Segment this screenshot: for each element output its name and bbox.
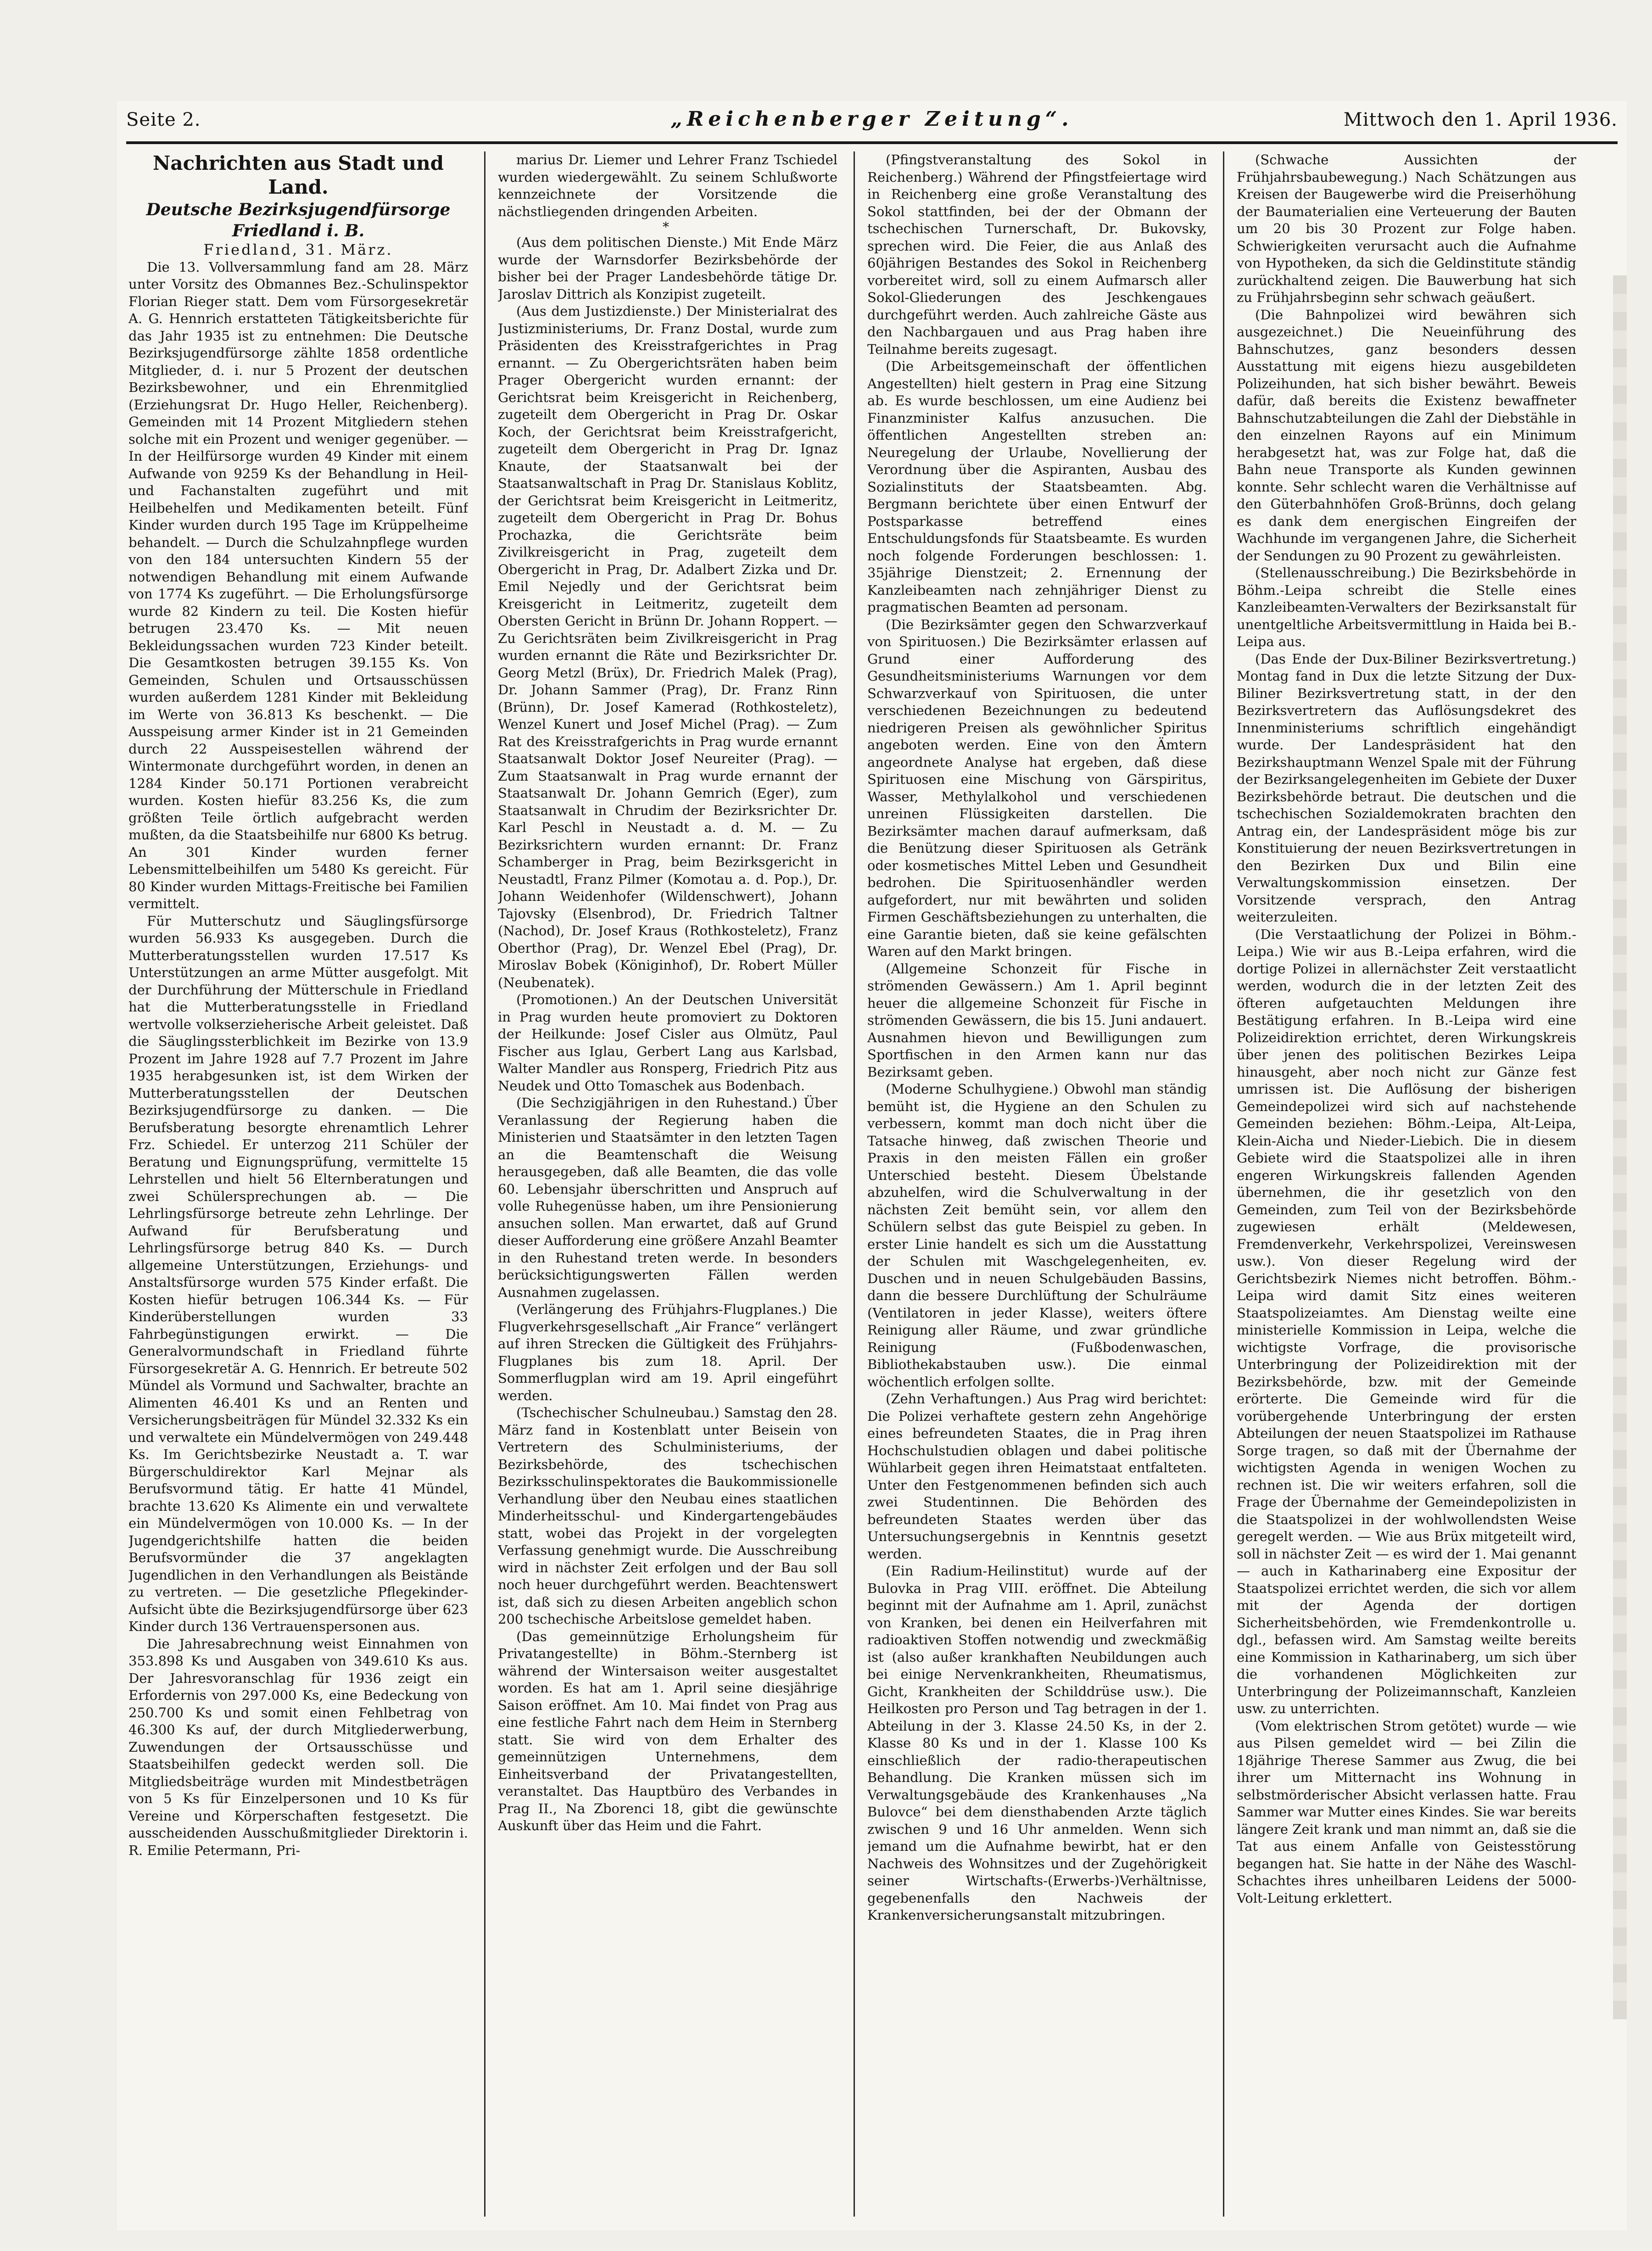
newspaper-title: „Reichenberger Zeitung“. xyxy=(670,107,1073,131)
column-1 xyxy=(128,151,468,2217)
article-paragraph: Die Jahresabrechnung weist Einnahmen von 353.898 Ks und Ausgaben von 349.610 Ks aus. Der Jahresvoranschlag für 1936 zeigt ein Erfordernis von 297.000 Ks, eine Bedeckung von 250.700 Ks und somit einen Fehlbetrag von 46.300 Ks auf, der durch Mitgliederwerbung, Zuwendungen der Ortsausschüsse und Staatsbeihilfen gedeckt werden soll. Die Mitgliedsbeiträge wurden mit Mindestbeträgen von 5 Ks für Einzelpersonen und 10 Ks für Vereine und Körperschaften festgesetzt. Die ausscheidenden Ausschußmitglieder Direktorin i. R. Emilie Petermann, Pri- xyxy=(128,1636,468,1858)
separator: * xyxy=(663,219,673,235)
column-2 xyxy=(498,151,837,2217)
news-item: (Pfingstveranstaltung des Sokol in Reichenberg.) Während der Pfingstfeiertage wird in Reichenberg eine große Veranstaltung des Sokol stattfinden, bei der der Obmann der tschechischen Turnerschaft, Dr. Bukovsky, sprechen wird. Die Feier, die aus Anlaß des 60jährigen Bestandes des Sokol in Reichenberg vorbereitet wird, soll zu einem Aufmarsch aller Sokol-Gliederungen des Jeschkengaues durchgeführt werden. Auch zahlreiche Gäste aus den Nachbargauen und aus Prag haben ihre Teilnahme bereits zugesagt. xyxy=(867,152,1207,357)
news-item: (Allgemeine Schonzeit für Fische in strömenden Gewässern.) Am 1. April beginnt heuer die allgemeine Schonzeit für Fische in strömenden Gewässern, die bis 15. Juni andauert. Ausnahmen hievon und Bewilligungen zum Sportfischen in den Armen kann nur das Bezirksamt geben. xyxy=(867,961,1207,1080)
news-item: (Aus dem Justizdienste.) Der Ministerialrat des Justizministeriums, Dr. Franz Dostal, wurde zum Präsidenten des Kreisstrafgerichtes in Prag ernannt. — Zu Obergerichtsräten haben beim Prager Obergericht wurden ernannt: der Gerichtsrat beim Kreisgericht in Reichenberg, zugeteilt dem Obergericht in Prag Dr. Oskar Koch, der Gerichtsrat beim Kreisstrafgericht, zugeteilt dem Obergericht in Prag Dr. Ignaz Knaute, der Staatsanwalt bei der Staatsanwaltschaft in Prag Dr. Stanislaus Koblitz, der Gerichtsrat beim Kreisgericht in Leitmeritz, zugeteilt dem Obergericht in Prag Dr. Bohus Prochazka, die Gerichtsräte beim Zivilkreisgericht in Prag, zugeteilt dem Obergericht in Prag, Dr. Adalbert Zizka und Dr. Emil Nejedly und der Gerichtsrat beim Kreisgericht in Leitmeritz, zugeteilt dem Obersten Gericht in Brünn Dr. Johann Roppert. — Zu Gerichtsräten beim Zivilkreisgericht in Prag wurden ernannt die Räte und Bezirksrichter Dr. Georg Metzl (Brüx), Dr. Friedrich Malek (Prag), Dr. Johann Sammer (Prag), Dr. Franz Rinn (Brünn), Dr. Josef Kamerad (Rothkosteletz), Wenzel Kunert und Josef Michel (Prag). — Zum Rat des Kreisstrafgerichts in Prag wurde ernannt Staatsanwalt Doktor Josef Neureiter (Prag). — Zum Staatsanwalt in Prag wurde ernannt der Staatsanwalt Dr. Johann Gemrich (Eger), zum Staatsanwalt in Chrudim der Bezirksrichter Dr. Karl Peschl in Neustadt a. d. M. — Zu Bezirksrichtern wurden ernannt: Dr. Franz Schamberger in Prag, beim Bezirksgericht in Neustadtl, Franz Pilmer (Komotau a. d. Pop.), Dr. Johann Weidenhofer (Wildenschwert), Johann Tajovsky (Elsenbrod), Dr. Friedrich Taltner (Nachod), Dr. Josef Kraus (Rothkosteletz), Franz Oberthor (Prag), Dr. Wenzel Ebel (Prag), Dr. Miroslav Bobek (Königinhof), Dr. Robert Müller (Neubenatek). xyxy=(498,303,837,990)
news-item: (Die Bezirksämter gegen den Schwarzverkauf von Spirituosen.) Die Bezirksämter erlassen auf Grund einer Aufforderung des Gesundheitsministeriums Warnungen vor dem Schwarzverkauf von Spirituosen, die unter verschiedenen Bezeichnungen zu bedeutend niedrigeren Preisen als gewöhnlicher Spiritus angeboten werden. Eine von den Ämtern angeordnete Analyse hat ergeben, daß diese Spirituosen eine Mischung von Gärspiritus, Wasser, Methylalkohol und verschiedenen unreinen Flüssigkeiten darstellen. Die Bezirksämter machen darauf aufmerksam, daß die Benützung dieser Spirituosen als Getränk oder kosmetisches Mittel Leben und Gesundheit bedrohen. Die Spirituosenhändler werden aufgefordert, nur mit bewährten und soliden Firmen Geschäftsbeziehungen zu unterhalten, die eine Garantie bieten, daß sie keine gefälschten Waren auf den Markt bringen. xyxy=(867,616,1207,959)
dateline: Friedland, 31. März. xyxy=(203,241,393,258)
news-item: (Schwache Aussichten der Frühjahrsbaubewegung.) Nach Schätzungen aus Kreisen der Baugewerbe wird die Preiserhöhung der Baumaterialien eine Verteuerung der Bauten um 20 bis 30 Prozent zur Folge haben. Schwierigkeiten verursacht auch die Aufnahme von Hypotheken, da sich die Geldinstitute ständig zurückhaltend zeigen. Die Bauwerbung hat sich zu Frühjahrsbeginn sehr schwach geäußert. xyxy=(1237,152,1576,305)
column-divider xyxy=(484,151,486,2217)
page-number: Seite 2. xyxy=(126,109,201,130)
news-item: (Tschechischer Schulneubau.) Samstag den 28. März fand in Kostenblatt unter Beisein von Vertretern des Schulministeriums, der Bezirksbehörde, des tschechischen Bezirksschulinspektorates die Baukommissionelle Verhandlung über den Neubau eines staatlichen Minderheitsschul- und Kindergartengebäudes statt, wobei das Projekt in der vorgelegten Verfassung genehmigt wurde. Die Ausschreibung wird in nächster Zeit erfolgen und der Bau soll noch heuer durchgeführt werden. Beachtenswert ist, daß sich zu diesen Arbeiten angeblich schon 200 tschechische Arbeitslose gemeldet haben. xyxy=(498,1405,837,1627)
masthead xyxy=(117,101,1627,138)
column-divider xyxy=(1223,151,1224,2217)
news-item: (Das gemeinnützige Erholungsheim für Privatangestellte) in Böhm.-Sternberg ist während der Wintersaison weiter ausgestaltet worden. Es hat am 1. April seine diesjährige Saison eröffnet. Am 10. Mai findet von Prag aus eine festliche Fahrt nach dem Heim in Sternberg statt. Sie wird von dem Erhalter des gemeinnützigen Unternehmens, dem Einheitsverband der Privatangestellten, veranstaltet. Das Hauptbüro des Verbandes in Prag II., Na Zborenci 18, gibt die gewünschte Auskunft über das Heim und die Fahrt. xyxy=(498,1628,837,1833)
news-item: (Moderne Schulhygiene.) Obwohl man ständig bemüht ist, die Hygiene an den Schulen zu verbessern, kommt man doch nicht über die Tatsache hinweg, daß zwischen Theorie und Praxis in den meisten Fällen ein großer Unterschied besteht. Diesem Übelstande abzuhelfen, wird die Schulverwaltung in der nächsten Zeit bemüht sein, vor allem den Schülern selbst das gute Beispiel zu geben. In erster Linie handelt es sich um die Ausstattung der Schulen mit Waschgelegenheiten, ev. Duschen und in neuen Schulgebäuden Bassins, dann die bessere Durchlüftung der Schulräume (Ventilatoren in jeder Klasse), weiters öftere Reinigung aller Räume, und zwar gründliche Reinigung (Fußbodenwaschen, Bibliothekabstauben usw.). Die einmal wöchentlich erfolgen sollte. xyxy=(867,1081,1207,1390)
news-item: (Verlängerung des Frühjahrs-Flugplanes.) Die Flugverkehrsgesellschaft „Air France“ verlängert auf ihren Strecken die Gültigkeit des Frühjahrs-Flugplanes bis zum 18. April. Der Sommerflugplan wird am 19. April eingeführt werden. xyxy=(498,1301,837,1403)
section-heading: Nachrichten aus Stadt und Land. xyxy=(153,152,444,198)
column-4 xyxy=(1237,151,1576,2217)
news-item: (Die Bahnpolizei wird bewähren sich ausgezeichnet.) Die Neueinführung des Bahnschutzes, ganz besonders dessen Ausstattung mit eigens hiezu ausgebildeten Polizeihunden, hat sich bisher bewährt. Beweis dafür, daß bereits die Existenz bewaffneter Bahnschutzabteilungen die Zahl der Diebstähle in den einzelnen Rayons auf ein Minimum herabgesetzt hat, was zur Folge hat, daß die Bahn neue Transporte als Kunden gewinnen konnte. Sehr schlecht waren die Verhältnisse auf den Güterbahnhöfen Groß-Brünns, doch gelang es dank dem energischen Eingreifen der Wachhunde im vergangenen Jahre, die Sicherheit der Sendungen zu 90 Prozent zu gewährleisten. xyxy=(1237,307,1576,564)
binding-edge xyxy=(1613,275,1627,2019)
column-3 xyxy=(867,151,1207,2217)
article-paragraph: Für Mutterschutz und Säuglingsfürsorge wurden 56.933 Ks ausgegeben. Durch die Mutterberatungsstellen wurden 17.517 Ks Unterstützungen an arme Mütter ausgefolgt. Mit der Durchführung der Mütterschule in Friedland hat die Mutterberatungsstelle in Friedland wertvolle volkserzieherische Arbeit geleistet. Daß die Säuglingssterblichkeit im Bezirke von 13.9 Prozent im Jahre 1928 auf 7.7 Prozent im Jahre 1935 herabgesunken ist, ist dem Wirken der Mutterberatungsstellen der Deutschen Bezirksjugendfürsorge zu danken. — Die Berufsberatung besorgte ehrenamtlich Lehrer Frz. Schiedel. Er unterzog 211 Schüler der Beratung und Eignungsprüfung, vermittelte 15 Lehrstellen und hielt 56 Elternberatungen und zwei Schülersprechungen ab. — Die Lehrlingsfürsorge betreute zehn Lehrlinge. Der Aufwand für Berufsberatung und Lehrlingsfürsorge betrug 840 Ks. — Durch allgemeine Unterstützungen, Erziehungs- und Anstaltsfürsorge wurden 575 Kinder erfaßt. Die Kosten hiefür betrugen 106.344 Ks. — Für Kinderüberstellungen wurden 33 Fahrbegünstigungen erwirkt. — Die Generalvormundschaft in Friedland führte Fürsorgesekretär A. G. Hennrich. Er betreute 502 Mündel als Vormund und Sachwalter, brachte an Alimenten 46.401 Ks und an Renten und Versicherungsbeiträgen für Mündel 32.332 Ks ein und verwaltete ein Mündelvermögen von 249.448 Ks. Im Gerichtsbezirke Neustadt a. T. war Bürgerschuldirektor Karl Mejnar als Berufsvormund tätig. Er hatte 41 Mündel, brachte 13.620 Ks Alimente ein und verwaltete ein Mündelvermögen von 10.000 Ks. — In der Jugendgerichtshilfe hatten die beiden Berufsvormünder die 37 angeklagten Jugendlichen in den Verhandlungen als Beistände zu vertreten. — Die gesetzliche Pflegekinder-Aufsicht übte die Bezirksjugendfürsorge über 623 Kinder durch 136 Vertrauenspersonen aus. xyxy=(128,913,468,1634)
news-item: (Promotionen.) An der Deutschen Universität in Prag wurden heute promoviert zu Doktoren der Heilkunde: Josef Cisler aus Olmütz, Paul Fischer aus Iglau, Gerbert Lang aus Karlsbad, Walter Mandler aus Ronsperg, Friedrich Pitz aus Neudek und Otto Tomaschek aus Bodenbach. xyxy=(498,992,837,1094)
news-item: (Ein Radium-Heilinstitut) wurde auf der Bulovka in Prag VIII. eröffnet. Die Abteilung beginnt mit der Aufnahme am 1. April, zunächst von Kranken, bei denen ein Heilverfahren mit radioaktiven Stoffen notwendig und zweckmäßig ist (also außer krankhaften Neubildungen auch bei einige Nervenkrankheiten, Rheumatismus, Gicht, Krankheiten der Schilddrüse usw.). Die Heilkosten pro Person und Tag betragen in der 1. Abteilung in der 3. Klasse 24.50 Ks, in der 2. Klasse 80 Ks und in der 1. Klasse 100 Ks einschließlich der radio-therapeutischen Behandlung. Die Kranken müssen sich im Verwaltungsgebäude des Krankenhauses „Na Bulovce“ bei dem diensthabenden Arzte täglich zwischen 9 und 16 Uhr anmelden. Wenn sich jemand um die Aufnahme bewirbt, hat er den Nachweis des Wohnsitzes und der Zugehörigkeit seiner Wirtschafts-(Erwerbs-)Verhältnisse, gegebenenfalls den Nachweis der Krankenversicherungsanstalt mitzubringen. xyxy=(867,1563,1207,1923)
article-paragraph: Die 13. Vollversammlung fand am 28. März unter Vorsitz des Obmannes Bez.-Schulinspektor Florian Rieger statt. Dem vom Fürsorgesekretär A. G. Hennrich erstatteten Tätigkeitsberichte für das Jahr 1935 ist zu entnehmen: Die Deutsche Bezirksjugendfürsorge zählte 1858 ordentliche Mitglieder, d. i. nur 5 Prozent der deutschen Bezirksbewohner, und ein Ehrenmitglied (Erziehungsrat Dr. Hugo Heller, Reichenberg). Gemeinden mit 14 Prozent Mitgliedern stehen solche mit ein Prozent und weniger gegenüber. — In der Heilfürsorge wurden 49 Kinder mit einem Aufwande von 9259 Ks der Behandlung in Heil- und Fachanstalten zugeführt und mit Heilbehelfen und Medikamenten beteilt. Fünf Kinder wurden durch 195 Tage im Krüppelheime behandelt. — Durch die Schulzahnpflege wurden von den 184 untersuchten Kindern 55 der notwendigen Behandlung mit einem Aufwande von 1774 Ks zugeführt. — Die Erholungsfürsorge wurde 82 Kindern zu teil. Die Kosten hiefür betrugen 23.470 Ks. — Mit neuen Bekleidungssachen wurden 723 Kinder beteilt. Die Gesamtkosten betrugen 39.155 Ks. Von Gemeinden, Schulen und Ortsausschüssen wurden außerdem 1281 Kinder mit Bekleidung im Werte von 36.813 Ks beschenkt. — Die Ausspeisung armer Kinder ist in 21 Gemeinden durch 22 Ausspeisestellen während der Wintermonate durchgeführt worden, in denen an 1284 Kinder 50.171 Portionen verabreicht wurden. Kosten hiefür 83.256 Ks, die zum größten Teile örtlich aufgebracht werden mußten, da die Staatsbeihilfe nur 6800 Ks betrug. An 301 Kinder wurden ferner Lebensmittelbeihilfen um 5480 Ks gereicht. Für 80 Kinder wurden Mittags-Freitische bei Familien vermittelt. xyxy=(128,259,468,911)
news-item: (Vom elektrischen Strom getötet) wurde — wie aus Pilsen gemeldet wird — bei Zilin die 18jährige Therese Sammer aus Zwug, die bei ihrer um Mitternacht ins Wohnung in selbstmörderischer Absicht verlassen hatte. Frau Sammer war Mutter eines Kindes. Sie war bereits längere Zeit krank und man nimmt an, daß sie die Tat aus einem Anfalle von Geistesstörung begangen hat. Sie hatte in der Nähe des Waschl-Schachtes ihres unheilbaren Leidens der 5000-Volt-Leitung erklettert. xyxy=(1237,1718,1576,1906)
issue-date: Mittwoch den 1. April 1936. xyxy=(1343,109,1618,130)
news-item: (Aus dem politischen Dienste.) Mit Ende März wurde der Warnsdorfer Bezirksbehörde der bisher bei der Prager Landesbehörde tätige Dr. Jaroslav Dittrich als Konzipist zugeteilt. xyxy=(498,235,837,302)
newspaper-page xyxy=(117,101,1627,2230)
news-item: (Zehn Verhaftungen.) Aus Prag wird berichtet: Die Polizei verhaftete gestern zehn Angehörige eines befreundeten Staates, die in Prag ihren Hochschulstudien oblagen und dabei politische Wühlarbeit gegen ihren Heimatstaat entfalteten. Unter den Festgenommenen befinden sich auch zwei Studentinnen. Die Behörden des befreundeten Staates werden über das Untersuchungsergebnis in Kenntnis gesetzt werden. xyxy=(867,1391,1207,1562)
news-item: (Die Arbeitsgemeinschaft der öffentlichen Angestellten) hielt gestern in Prag eine Sitzung ab. Es wurde beschlossen, um eine Audienz bei Finanzminister Kalfus anzusuchen. Die öffentlichen Angestellten streben an: Neuregelung der Urlaube, Novellierung der Verordnung über die Aspiranten, Ausbau des Sozialinstituts der Staatsbeamten. Abg. Bergmann berichtete über einen Entwurf der Postsparkasse betreffend eines Entschuldungsfonds für Staatsbeamte. Es wurden noch folgende Forderungen beschlossen: 1. 35jährige Dienstzeit; 2. Ernennung der Kanzleibeamten nach zehnjähriger Dienst zu pragmatischen Beamten ad personam. xyxy=(867,358,1207,615)
article-headline: Deutsche Bezirksjugendfürsorge Friedland i. B. xyxy=(146,200,451,240)
article-paragraph: marius Dr. Liemer und Lehrer Franz Tschiedel wurden wiedergewählt. Zu seinem Schlußworte kennzeichnete der Vorsitzende die nächstliegenden dringenden Arbeiten. xyxy=(498,152,837,219)
column-divider xyxy=(854,151,855,2217)
news-item: (Das Ende der Dux-Biliner Bezirksvertretung.) Montag fand in Dux die letzte Sitzung der Dux-Biliner Bezirksvertretung statt, in der den Bezirksvertretern das Auflösungsdekret des Innenministeriums schriftlich eingehändigt wurde. Der Landespräsident hat den Bezirkshauptmann Wenzel Spale mit der Führung der Bezirksangelegenheiten im Gebiete der Duxer Bezirksbehörde betraut. Die deutschen und die tschechischen Sozialdemokraten brachten den Antrag ein, der Landespräsident möge bis zur Konstituierung der neuen Bezirksvertretungen in den Bezirken Dux und Bilin eine Verwaltungskommission einsetzen. Der Vorsitzende versprach, den Antrag weiterzuleiten. xyxy=(1237,651,1576,925)
news-item: (Die Sechzigjährigen in den Ruhestand.) Über Veranlassung der Regierung haben die Ministerien und Staatsämter in den letzten Tagen an die Beamtenschaft die Weisung herausgegeben, daß alle Beamten, die das volle 60. Lebensjahr überschritten und Anspruch auf volle Ruhegenüsse haben, um ihre Pensionierung ansuchen sollen. Man erwartet, daß auf Grund dieser Aufforderung eine größere Anzahl Beamter in den Ruhestand treten werde. In besonders berücksichtigungswerten Fällen werden Ausnahmen zugelassen. xyxy=(498,1095,837,1300)
header-rule xyxy=(126,141,1618,144)
news-item: (Die Verstaatlichung der Polizei in Böhm.-Leipa.) Wie wir aus B.-Leipa erfahren, wird die dortige Polizei in allernächster Zeit verstaatlicht werden, wodurch die in der letzten Zeit des öfteren aufgetauchten Meldungen ihre Bestätigung erfahren. In B.-Leipa wird eine Polizeidirektion errichtet, deren Wirkungskreis über jenen des politischen Bezirkes Leipa hinausgeht, aber noch nicht zur Gänze fest umrissen ist. Die Auflösung der bisherigen Gemeindepolizei wird sich auf nachstehende Gemeinden beziehen: Böhm.-Leipa, Alt-Leipa, Klein-Aicha und Nieder-Liebich. Die in diesem Gebiete wird die Staatspolizei alle in ihren engeren Wirkungskreis fallenden Agenden übernehmen, die ihr gesetzlich von den Gemeinden, zum Teil von der Bezirksbehörde zugewiesen erhält (Meldewesen, Fremdenverkehr, Verkehrspolizei, Vereinswesen usw.). Von dieser Regelung wird der Gerichtsbezirk Niemes nicht betroffen. Böhm.-Leipa wird damit Sitz eines weiteren Staatspolizeiamtes. Am Dienstag weilte eine ministerielle Kommission in Leipa, welche die wichtigste Vorfrage, die provisorische Unterbringung der Polizeidirektion mit der Bezirksbehörde, bzw. mit der Gemeinde erörterte. Die Gemeinde wird für die vorübergehende Unterbringung der ersten Abteilungen der neuen Staatspolizei im Rathause Sorge tragen, so daß mit der Übernahme der wichtigsten Agenda in wenigen Wochen zu rechnen ist. Die wir weiters erfahren, soll die Frage der Übernahme der Gemeindepolizisten in die Staatspolizei in der wohlwollendsten Weise geregelt werden. — Wie aus Brüx mitgeteilt wird, soll in nächster Zeit — es wird der 1. Mai genannt — auch in Katharinaberg eine Expositur der Staatspolizei errichtet werden, die sich vor allem mit der Agenda der dortigen Sicherheitsbehörden, wie Fremdenkontrolle u. dgl., befassen wird. Am Samstag weilte bereits eine Kommission in Katharinaberg, um sich über die vorhandenen Möglichkeiten zur Unterbringung der Polizeimannschaft, Kanzleien usw. zu unterrichten. xyxy=(1237,926,1576,1716)
news-item: (Stellenausschreibung.) Die Bezirksbehörde in Böhm.-Leipa schreibt die Stelle eines Kanzleibeamten-Verwalters der Bezirksanstalt für unentgeltliche Arbeitsvermittlung in Haida bei B.-Leipa aus. xyxy=(1237,565,1576,649)
